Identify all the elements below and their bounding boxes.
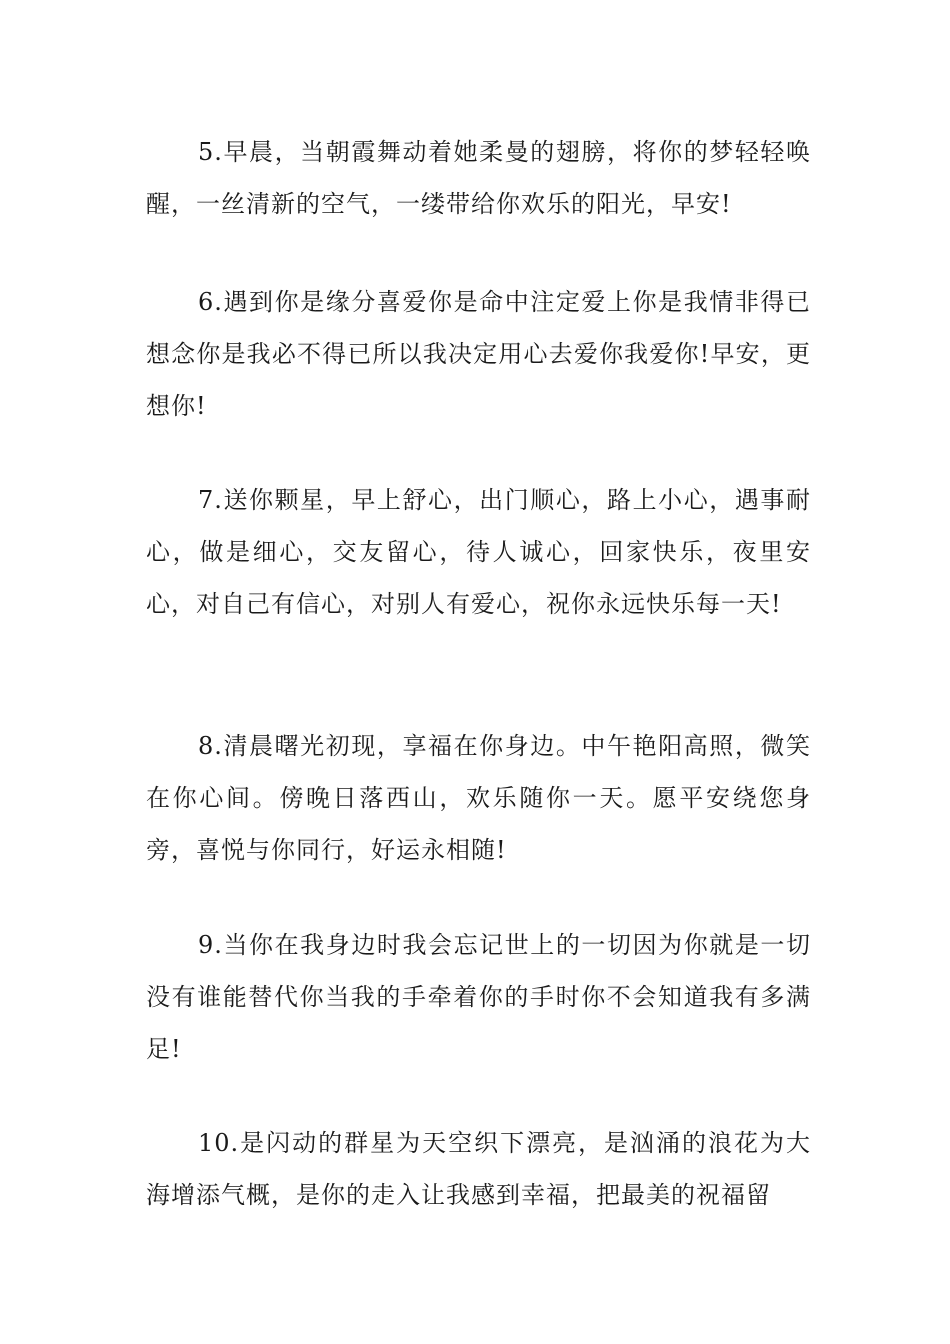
paragraph-8: 8.清晨曙光初现，享福在你身边。中午艳阳高照，微笑在你心间。傍晚日落西山，欢乐随你一天。愿平安绕您身旁，喜悦与你同行，好运永相随! xyxy=(146,732,811,864)
paragraph-6: 6.遇到你是缘分喜爱你是命中注定爱上你是我情非得已想念你是我必不得已所以我决定用心去爱你我爱你!早安，更想你! xyxy=(146,288,811,420)
paragraph-5: 5.早晨，当朝霞舞动着她柔曼的翅膀，将你的梦轻轻唤醒，一丝清新的空气，一缕带给你欢乐的阳光，早安! xyxy=(146,138,811,218)
paragraph-7: 7.送你颗星，早上舒心，出门顺心，路上小心，遇事耐心，做是细心，交友留心，待人诚心，回家快乐，夜里安心，对自己有信心，对别人有爱心，祝你永远快乐每一天! xyxy=(146,486,811,618)
paragraph-9: 9.当你在我身边时我会忘记世上的一切因为你就是一切没有谁能替代你当我的手牵着你的手时你不会知道我有多满足! xyxy=(146,931,811,1063)
paragraph-10: 10.是闪动的群星为天空织下漂亮，是汹涌的浪花为大海增添气概，是你的走入让我感到幸福，把最美的祝福留 xyxy=(146,1129,811,1209)
